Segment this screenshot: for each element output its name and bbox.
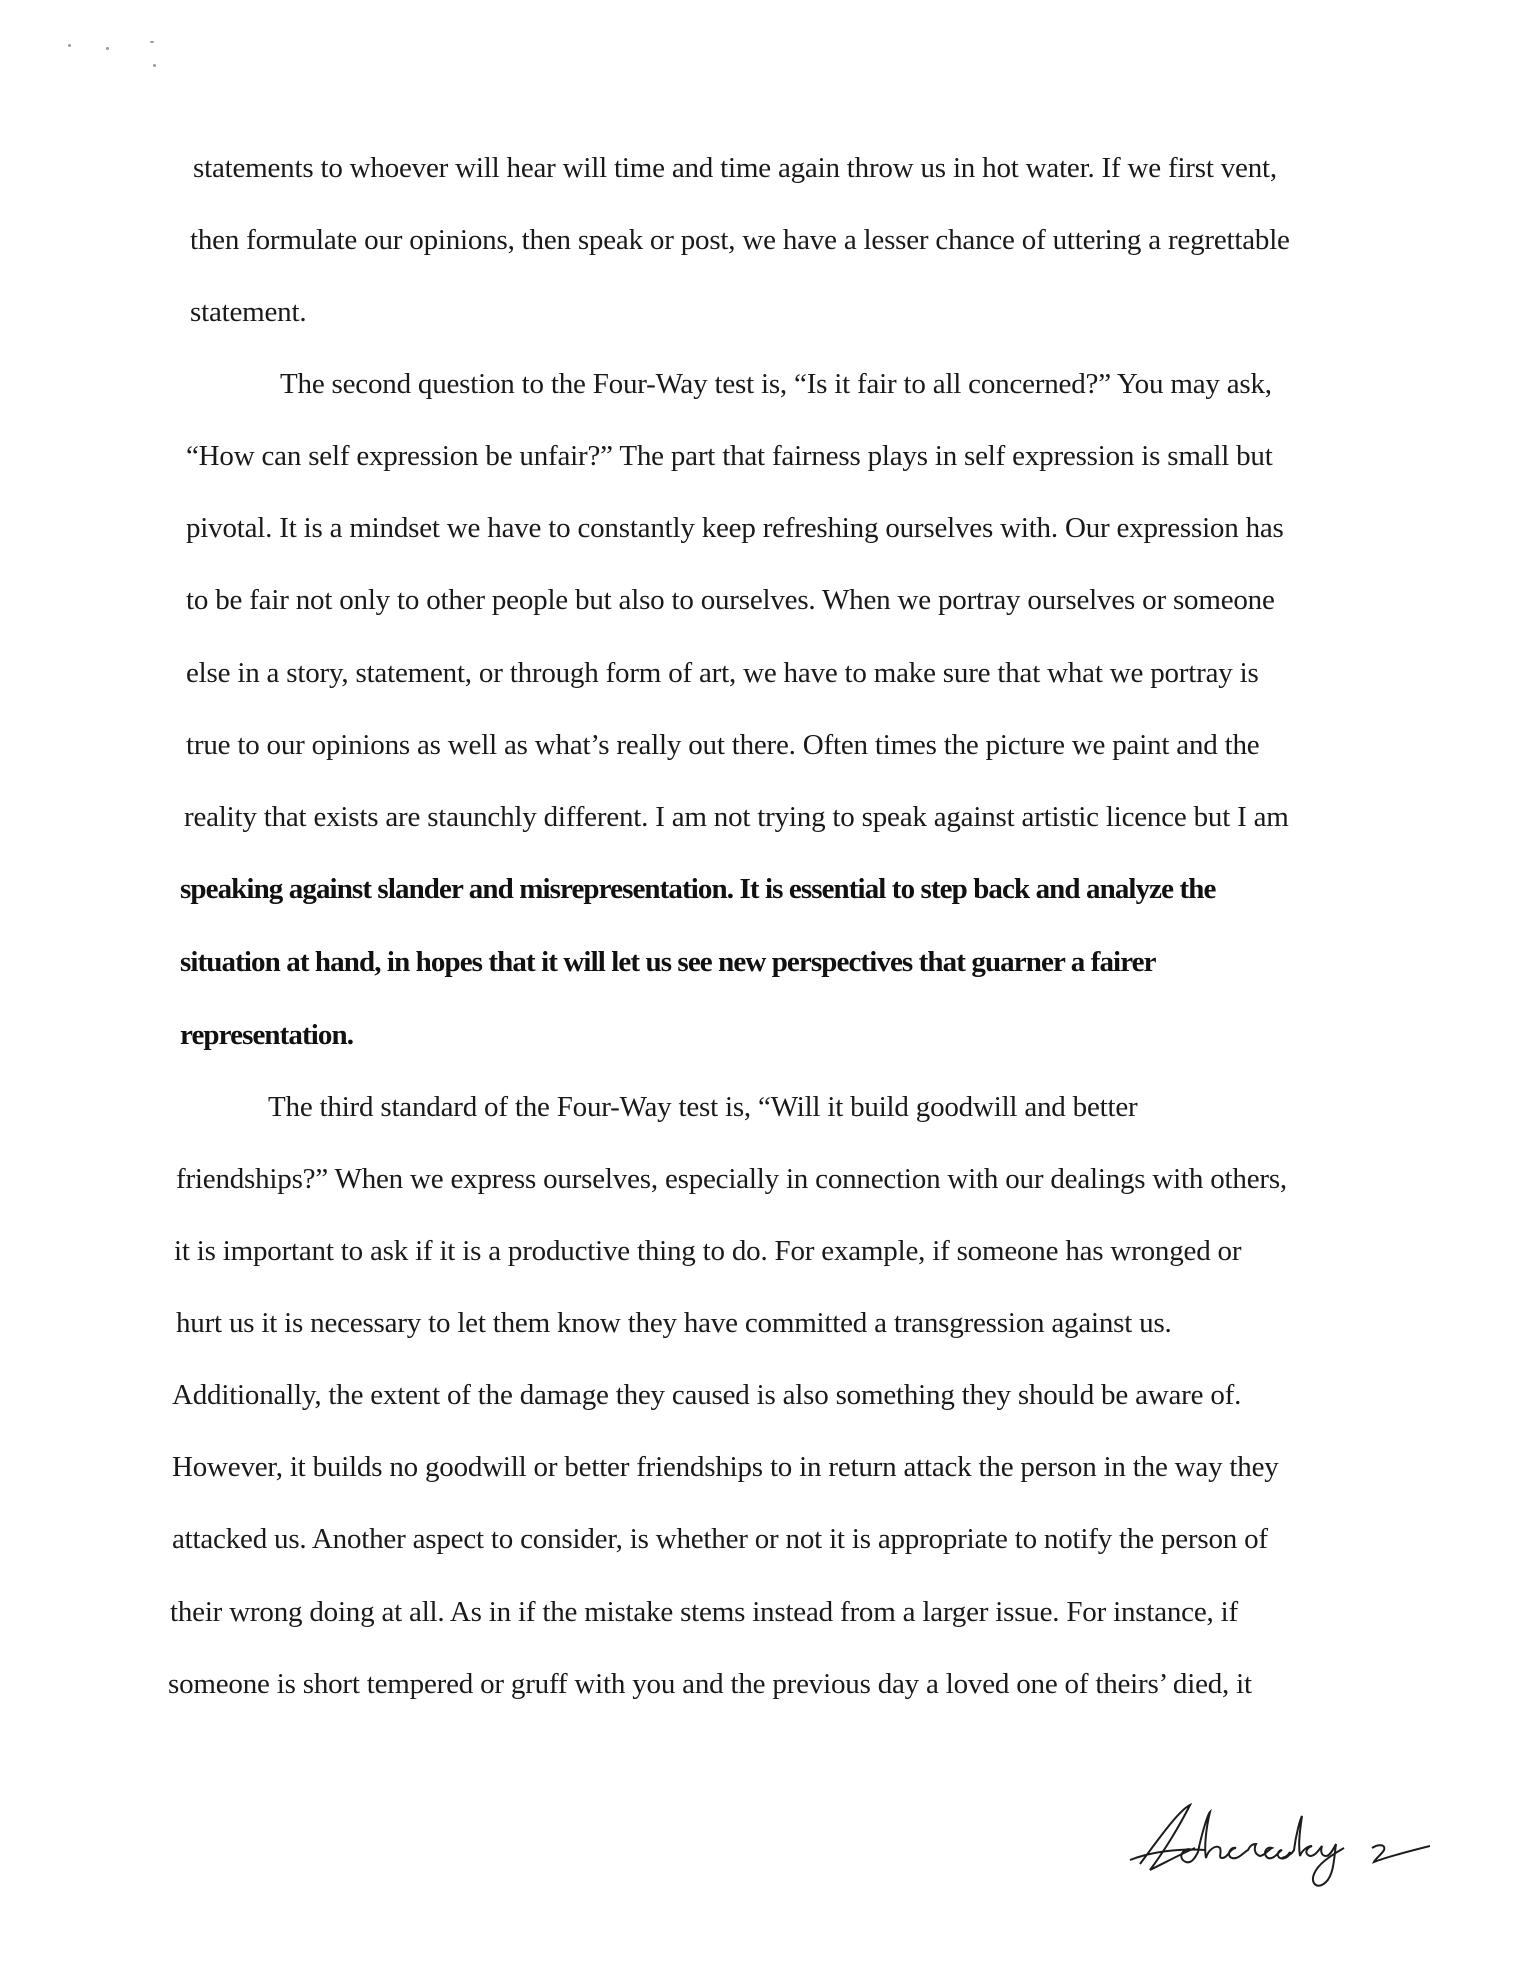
text-line: However, it builds no goodwill or better friendships to in return attack the person in the way they: [172, 1451, 1279, 1483]
text-line: friendships?” When we express ourselves, especially in connection with our dealings with others,: [176, 1163, 1287, 1195]
text-line: Additionally, the extent of the damage they caused is also something they should be aware of.: [172, 1379, 1242, 1411]
text-line: to be fair not only to other people but also to ourselves. When we portray ourselves or someone: [186, 584, 1275, 616]
text-line: statements to whoever will hear will time and time again throw us in hot water. If we first vent,: [193, 152, 1277, 184]
text-line: statement.: [190, 296, 307, 328]
scan-speck: [68, 44, 71, 47]
scan-speck: [153, 64, 156, 67]
text-line: The second question to the Four-Way test is, “Is it fair to all concerned?” You may ask,: [280, 368, 1272, 400]
scan-speck: [106, 47, 109, 50]
text-line: representation.: [180, 1019, 354, 1051]
text-line: pivotal. It is a mindset we have to constantly keep refreshing ourselves with. Our expression has: [186, 512, 1284, 544]
text-line: someone is short tempered or gruff with you and the previous day a loved one of theirs’ died, it: [168, 1668, 1252, 1700]
text-line: their wrong doing at all. As in if the mistake stems instead from a larger issue. For instance, if: [170, 1596, 1238, 1628]
text-line: The third standard of the Four-Way test is, “Will it build goodwill and better: [268, 1091, 1138, 1123]
scan-speck: [150, 41, 154, 43]
text-line: it is important to ask if it is a productive thing to do. For example, if someone has wronged or: [174, 1235, 1242, 1267]
text-line: hurt us it is necessary to let them know they have committed a transgression against us.: [176, 1307, 1172, 1339]
text-line: attacked us. Another aspect to consider, is whether or not it is appropriate to notify the person of: [172, 1523, 1268, 1555]
text-line: true to our opinions as well as what’s really out there. Often times the picture we paint and the: [186, 729, 1260, 761]
text-line: else in a story, statement, or through form of art, we have to make sure that what we portray is: [186, 657, 1259, 689]
text-line: then formulate our opinions, then speak or post, we have a lesser chance of uttering a regrettable: [190, 224, 1290, 256]
text-line: situation at hand, in hopes that it will let us see new perspectives that guarner a fairer: [180, 946, 1156, 978]
handwritten-signature: [1110, 1790, 1430, 1910]
text-line: reality that exists are staunchly different. I am not trying to speak against artistic licence but I am: [184, 801, 1289, 833]
text-line: “How can self expression be unfair?” The part that fairness plays in self expression is small but: [186, 440, 1273, 472]
text-line: speaking against slander and misrepresentation. It is essential to step back and analyze the: [180, 873, 1216, 905]
